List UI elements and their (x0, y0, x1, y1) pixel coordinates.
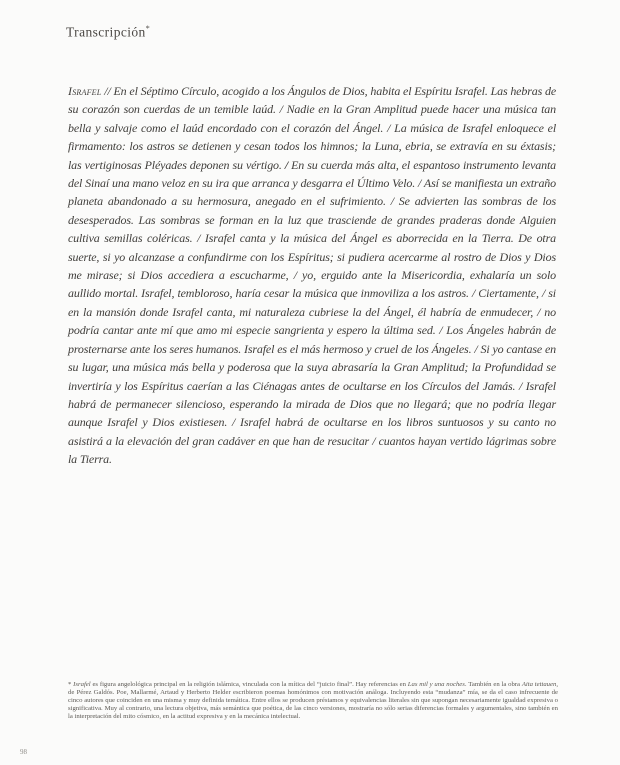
footnote-segment-1: es figura angelológica principal en la religión islámica, vinculada con la mítica del “juicio final”. Hay referencias en (90, 681, 408, 688)
page-title (66, 24, 150, 41)
footnote-italic-israfel: Israfel (73, 681, 91, 688)
transcription-segment-1: // En el Séptimo Círculo, acogido a los Ángulos de Dios, habita el Espíritu Israfel. Las hebras de su corazón son cuerdas de un temible laúd. / Nadie en la Gran Amplitud puede hacer una música tan bella y salvaje como el laúd encordado con el corazón del Ángel. / La música de Israfel enloquece el firmamento: los astros se detienen y cesan todos los himnos; la Luna, ebria, se extravía en su éxtasis; las vertiginosas Pléyades deponen su vértigo. (68, 84, 556, 172)
page-number: 98 (20, 748, 27, 756)
page-title-text: Transcripción (66, 24, 146, 40)
footnote (68, 681, 558, 721)
footnote-italic-book-1: Las mil y una noches (407, 681, 465, 688)
title-footnote-marker: * (145, 24, 150, 33)
footnote-italic-book-2: Aita tettauen (521, 681, 557, 688)
transcription-segment-2: En su cuerda más alta, el espantoso instrumento levanta del Sinaí una mano veloz en su ira que arranca y desgarra el Último Velo. / Así se manifiesta un extraño planeta abandonado a su hermosura, anegado en el sufrimiento. / Se advierten las sombras de los desesperados. Las sombras se forman en la luz que trasciende de grandes praderas donde Alguien cultiva semillas coléricas. / Israfel canta y la música del Ángel es aborrecida en la Tierra. De otra suerte, si yo alcanzase a confundirme con los Espíritus; si pudiera acercarme al rostro de Dios y Dios me mirase; si Dios accediera a escucharme, / yo, erguido ante la Misericordia, exhalaría un solo aullido mortal. Israfel, tembloroso, haría cesar la música que inmoviliza a los astros. / Ciertamente, / si en la mansión donde Israfel canta, mi naturaleza cubriese la del Ángel, él habría de enmudecer, / no podría cantar ante mí que amo mi especie sangrienta y espero la última sed. / Los Ángeles habrán de prosternarse ante los seres humanos. Israfel es el más hermoso y cruel de los Ángeles. / Si yo cantase en su lugar, una música más bella y poderosa que la suya abrasaría la Gran Amplitud; la Profundidad se invertiría y los Espíritus caerían a las Ciénagas antes de ocultarse en los Círculos del Jamás. / Israfel habrá de permanecer silencioso, esperando la mirada de Dios que no llegará; que no podría llegar aunque Israfel y Dios existiesen. / Israfel habrá de ocultarse en los libros suntuosos y su canto no asistirá a la elevación del gran cadáver en que han de resucitar / cuantos hayan vertido lágrimas sobre la Tierra. (68, 157, 556, 467)
footnote-marker: * (68, 681, 74, 688)
bold-slash: / (284, 157, 289, 172)
footnote-segment-3: , de Pérez Galdós. Poe, Mallarmé, Artaud y Herberto Helder escribieron poemas homónimos con motivación análoga. Incluyendo esta “mudanza” mía, se da el caso infrecuente de cinco autores que coinciden en una misma y muy definida temática. Entre ellos se producen préstamos y equivalencias literales sin que supongan necesariamente igualdad expresiva o significativa. Muy al contrario, una lectura objetiva, más semántica que poética, de las cinco versiones, mostraría no sólo serias diferencias formales y argumentales, sino también en la interpretación del mito cósmico, en la actitud expresiva y en la mecánica intelectual. (68, 681, 559, 721)
transcription-text (68, 82, 556, 469)
footnote-segment-2: . También en la obra (464, 681, 522, 688)
lead-word: Israfel (68, 84, 102, 98)
